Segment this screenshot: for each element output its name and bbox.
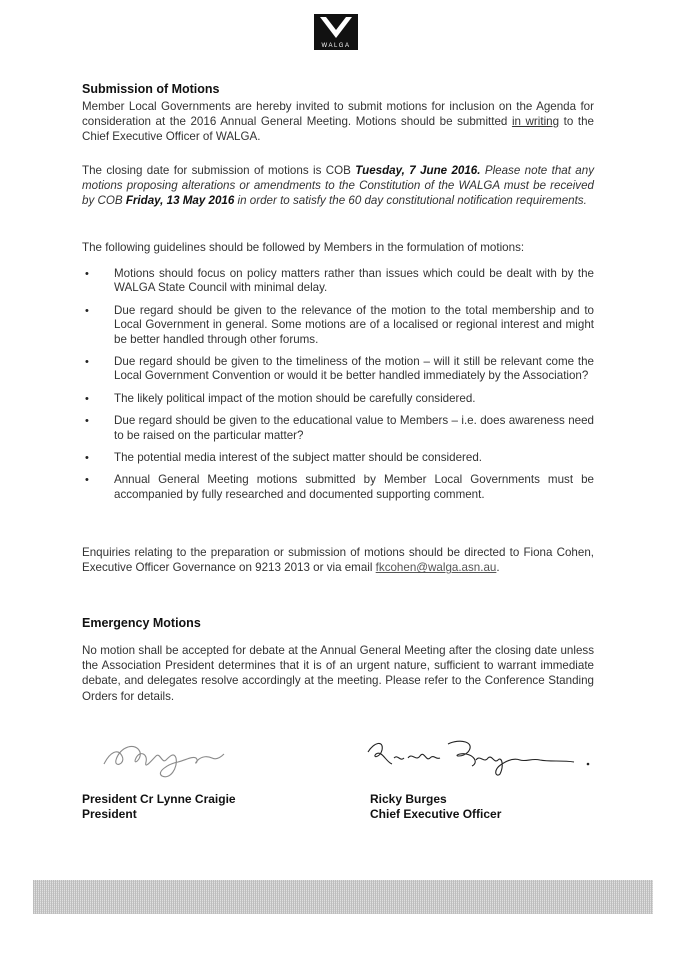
p2-text-b: Please note that any motions proposing alterations or amendments to the Constitution of the WALGA must be received by COB <box>82 164 594 208</box>
guideline-text: Due regard should be given to the timeliness of the motion – will it still be relevant come the Local Government Convention or would it be better handled immediately by the Association? <box>114 355 594 383</box>
enquiries-end: . <box>496 561 500 575</box>
guideline-item <box>82 267 594 296</box>
guideline-text: Due regard should be given to the educational value to Members – i.e. does awareness need to be raised on the particular matter? <box>114 414 594 442</box>
submission-paragraph-1 <box>82 99 594 145</box>
p1-text-b: to the Chief Executive Officer of WALGA. <box>82 115 594 144</box>
walga-logo <box>314 14 358 50</box>
bullet-icon: • <box>85 304 89 317</box>
bullet-icon: • <box>85 392 89 405</box>
guideline-text: The potential media interest of the subject matter should be considered. <box>114 451 482 465</box>
president-title: President <box>82 807 137 821</box>
bullet-icon: • <box>85 474 89 487</box>
p2-text-c: in order to satisfy the 60 day constitutional notification requirements. <box>234 194 587 208</box>
bullet-icon: • <box>85 452 89 465</box>
bullet-icon: • <box>85 415 89 428</box>
ceo-block <box>370 792 501 822</box>
bullet-icon: • <box>85 268 89 280</box>
president-block <box>82 792 236 822</box>
ceo-name: Ricky Burges <box>370 792 447 806</box>
guideline-item <box>82 355 594 384</box>
guideline-text: Motions should focus on policy matters rather than issues which could be dealt with by the WALGA State Council with minimal delay. <box>114 267 594 295</box>
closing-date: Tuesday, 7 June 2016. <box>355 164 481 177</box>
guideline-text: The likely political impact of the motion should be carefully considered. <box>114 391 476 405</box>
guidelines-list <box>82 267 594 510</box>
ceo-title: Chief Executive Officer <box>370 807 502 821</box>
submission-heading: Submission of Motions <box>82 82 220 96</box>
guideline-item <box>82 414 594 443</box>
constitution-date: Friday, 13 May 2016 <box>125 194 235 208</box>
guideline-item <box>82 304 594 347</box>
emergency-heading: Emergency Motions <box>82 616 201 630</box>
submission-paragraph-2 <box>82 163 594 209</box>
in-writing-text: in writing <box>511 115 560 129</box>
bullet-icon: • <box>85 356 89 369</box>
enquiries-text: Enquiries relating to the preparation or submission of motions should be directed to Fiona Cohen, Executive Officer Governance on 9213 2013 or via email <box>82 546 594 575</box>
guideline-item <box>82 473 594 502</box>
guideline-text: Annual General Meeting motions submitted by Member Local Governments must be accompanied by fully researched and documented supporting comment. <box>114 473 594 501</box>
guideline-text: Due regard should be given to the relevance of the motion to the total membership and to Local Government in general. Some motions are of a localised or regional interest and might be better handled through other forums. <box>114 303 594 346</box>
logo-text: WALGA <box>321 43 351 49</box>
p2-text-a: The closing date for submission of motions is COB <box>82 164 356 177</box>
email-link[interactable]: fkcohen@walga.asn.au <box>375 561 497 575</box>
president-name: President Cr Lynne Craigie <box>82 792 236 806</box>
p1-text-a: Member Local Governments are hereby invited to submit motions for inclusion on the Agenda for consideration at the 2016 Annual General Meeting. Motions should be submitted <box>82 100 594 129</box>
guideline-item <box>82 451 594 465</box>
emergency-paragraph: No motion shall be accepted for debate at the Annual General Meeting after the closing date unless the Association President determines that it is of an urgent nature, sufficient to warrant immediate debate, and delegates resolve accordingly at the meeting. Please refer to the Conference Standing Orders for details. <box>82 644 594 703</box>
guideline-item <box>82 392 594 406</box>
submission-paragraph-3: The following guidelines should be followed by Members in the formulation of motions: <box>82 241 525 254</box>
enquiries-paragraph <box>82 545 594 575</box>
footer-pattern-band <box>33 880 653 914</box>
ceo-signature <box>364 734 599 784</box>
president-signature <box>96 734 236 784</box>
